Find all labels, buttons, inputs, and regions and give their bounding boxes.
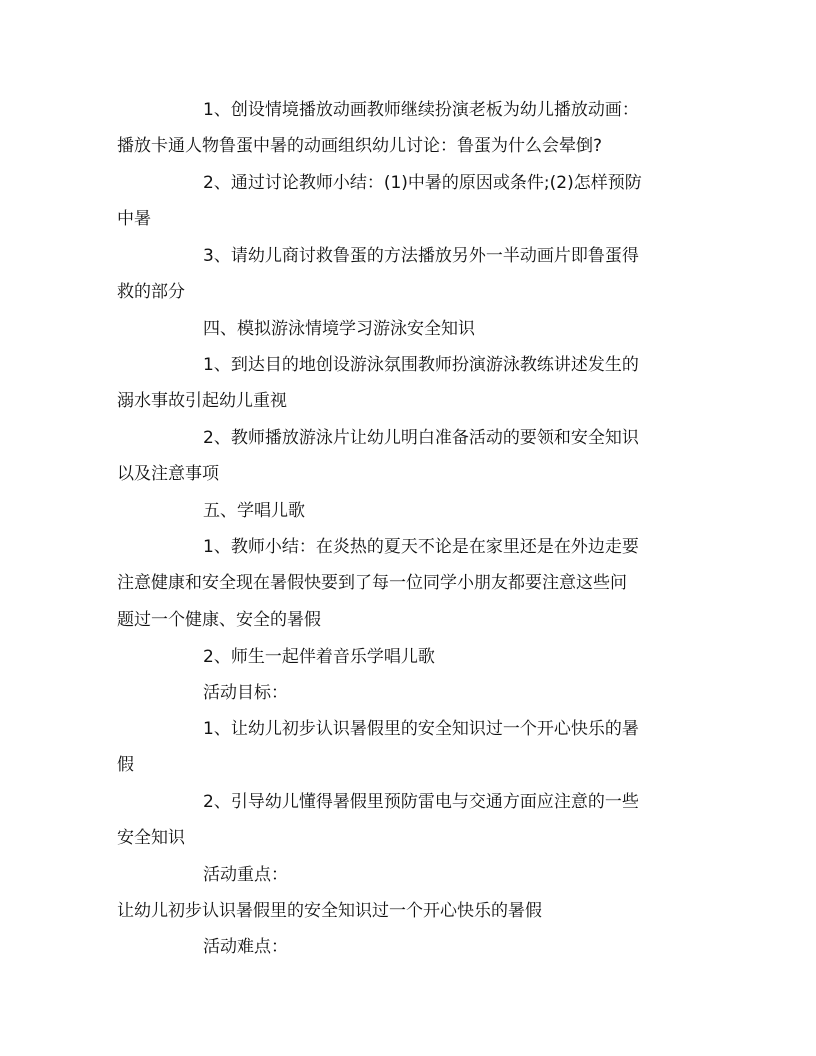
text-line: 播放卡通人物鲁蛋中暑的动画组织幼儿讨论：鲁蛋为什么会晕倒? xyxy=(117,136,603,157)
text-line: 2、师生一起伴着音乐学唱儿歌 xyxy=(203,647,435,667)
text-line: 以及注意事项 xyxy=(117,464,219,485)
heading-activity-difficulty xyxy=(117,929,702,965)
paragraph-5 xyxy=(117,347,702,420)
heading-activity-focus xyxy=(117,857,702,893)
text-line: 假 xyxy=(117,755,134,776)
text-line: 安全知识 xyxy=(117,828,185,849)
text-line: 1、教师小结：在炎热的夏天不论是在家里还是在外边走要 xyxy=(203,537,639,557)
text-line: 1、创设情境播放动画教师继续扮演老板为幼儿播放动画： xyxy=(203,100,639,120)
text-line: 让幼儿初步认识暑假里的安全知识过一个开心快乐的暑假 xyxy=(117,901,542,921)
text-line: 1、到达目的地创设游泳氛围教师扮演游泳教练讲述发生的 xyxy=(203,355,639,375)
section-heading-4 xyxy=(117,311,702,347)
paragraph-8 xyxy=(117,529,702,638)
text-line: 中暑 xyxy=(117,209,151,230)
text-line: 1、让幼儿初步认识暑假里的安全知识过一个开心快乐的暑 xyxy=(203,719,639,739)
text-line: 溺水事故引起幼儿重视 xyxy=(117,391,287,412)
text-line: 四、模拟游泳情境学习游泳安全知识 xyxy=(203,319,475,339)
text-line: 救的部分 xyxy=(117,282,185,303)
heading-activity-goals xyxy=(117,675,702,711)
text-line: 2、通过讨论教师小结：(1)中暑的原因或条件;(2)怎样预防 xyxy=(203,173,642,193)
section-heading-5 xyxy=(117,493,702,529)
paragraph-11 xyxy=(117,711,702,784)
paragraph-3 xyxy=(117,238,702,311)
paragraph-14 xyxy=(117,893,702,929)
paragraph-2 xyxy=(117,165,702,238)
text-line: 活动重点： xyxy=(203,865,288,885)
text-line: 注意健康和安全现在暑假快要到了每一位同学小朋友都要注意这些问 xyxy=(117,573,627,594)
paragraph-1 xyxy=(117,92,702,165)
text-line: 2、引导幼儿懂得暑假里预防雷电与交通方面应注意的一些 xyxy=(203,792,639,812)
text-line: 五、学唱儿歌 xyxy=(203,501,305,521)
paragraph-12 xyxy=(117,784,702,857)
text-line: 活动难点： xyxy=(203,937,288,957)
text-line: 3、请幼儿商讨救鲁蛋的方法播放另外一半动画片即鲁蛋得 xyxy=(203,246,639,266)
paragraph-6 xyxy=(117,420,702,493)
text-line: 活动目标： xyxy=(203,683,288,703)
paragraph-9 xyxy=(117,639,702,675)
text-line: 2、教师播放游泳片让幼儿明白准备活动的要领和安全知识 xyxy=(203,428,639,448)
text-line: 题过一个健康、安全的暑假 xyxy=(117,609,321,630)
